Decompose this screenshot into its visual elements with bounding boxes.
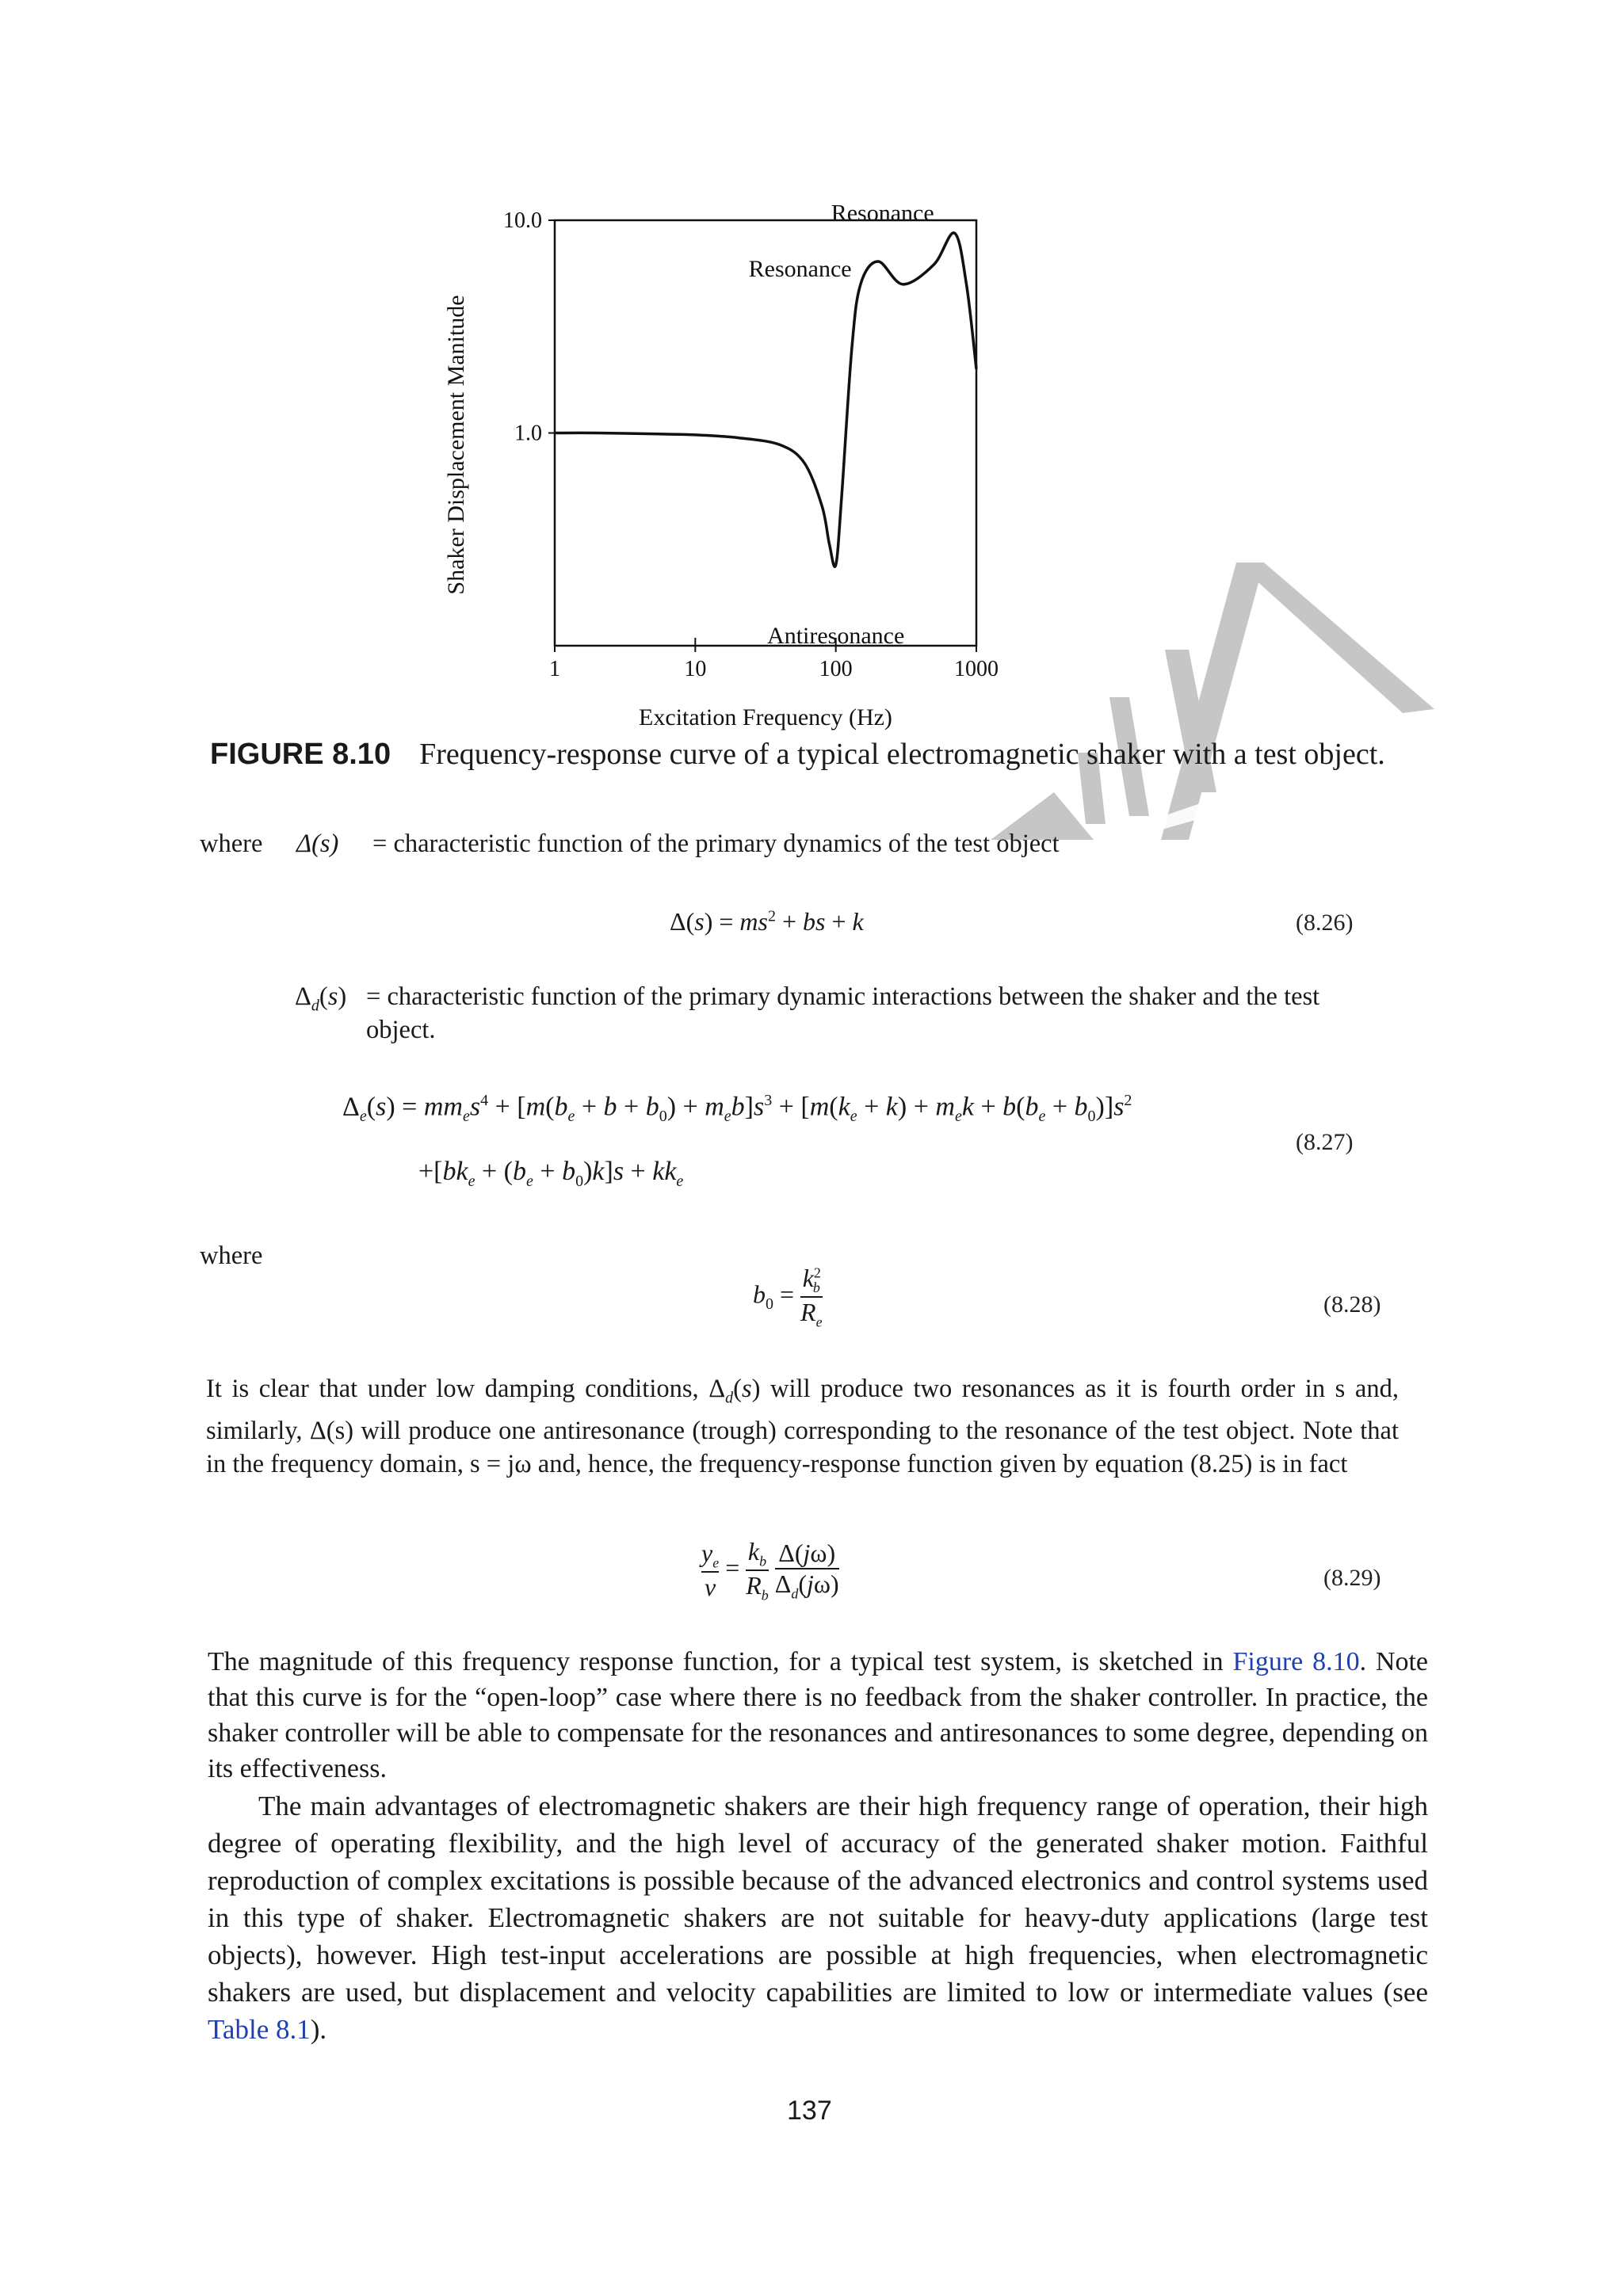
x-axis-label: Excitation Frequency (Hz) [639,704,892,730]
equation-8-29: $\frac{y_e}{v}$ = $\frac{k_b}{R_b}$ $\frac{\Delta(j\omega)}{\Delta_d(j\omega)}$ [701,1537,839,1604]
where-label-2: where [200,1241,263,1270]
frequency-response-chart [436,200,999,730]
paragraph-resonance: It is clear that under low damping conditions, $\Delta_d(s)$ will produce two resonances as it is fourth order in s and, similarly, Δ(s) will produce one antiresonance (trough) corresponding to the resonance of the test object. Note that in the frequency domain, s = jω and, hence, the frequency-response function given by equation (8.25) is in fact [206,1375,1399,1478]
definition-delta [200,828,1060,861]
equation-8-28: $b_0$ = $\frac{k^2_b}{R_e}$ [753,1264,823,1330]
x-tick-label: 1000 [954,657,999,681]
annotation-label: Resonance [748,255,852,282]
x-tick-label: 10 [684,657,707,681]
delta-symbol: Δ(s) [296,830,339,858]
figure-link[interactable]: Figure 8.10 [1232,1647,1360,1676]
figure-caption [210,737,1385,772]
y-tick-label: 10.0 [503,208,542,233]
equation-8-27-line2: $+[bk_e + (b_e + b_0)k]s + kk_e$ [418,1157,684,1190]
paragraph-advantages: The main advantages of electromagnetic shakers are their high frequency range of operation, their high degree of operating flexibility, and the high level of accuracy of the generated shaker motion. Faithful reproduction of complex excitations is possible because of the advanced electronics and control systems used in this type of shaker. Electromagnetic shakers are not suitable for heavy-duty applications (large test objects), however. High test-input accelerations are possible at high frequencies, when electromagnetic shakers are used, but displacement and velocity capabilities are limited to low or intermediate values (see Table 8.1). [208,1791,1428,2045]
delta-d-description: = characteristic function of the primary dynamic interactions between the shaker and the test object. [366,982,1320,1044]
delta-d-symbol: $\Delta_d(s)$ [295,982,347,1015]
equation-8-26: $\Delta(s) = ms^2$ + bs + k [670,907,864,936]
response-curve [555,233,976,566]
delta-description: = characteristic function of the primary dynamics of the test object [372,830,1060,858]
x-tick-label: 1 [549,657,560,681]
table-link[interactable]: Table 8.1 [208,2014,311,2045]
equation-8-27-line1: $\Delta_e(s) = mm_es^4 + [m(b_e + b + b_0) + m_eb]s^3 + [m(k_e + k) + m_ek + b(b_e + b_0)]s^2$ [342,1092,1132,1126]
annotation-label: Antiresonance [767,623,905,650]
equation-number-8-29: (8.29) [1323,1565,1381,1591]
figure-number: FIGURE 8.10 [210,738,391,771]
watermark-logo [991,555,1434,840]
definition-delta-d [295,981,1369,1047]
figure-caption-text: Frequency-response curve of a typical electromagnetic shaker with a test object. [419,738,1385,771]
x-tick-label: 100 [819,657,853,681]
where-label: where [200,830,263,858]
page-number: 137 [787,2096,832,2126]
annotation-label: Resonance [831,200,934,227]
y-tick-label: 1.0 [514,421,542,446]
equation-number-8-26: (8.26) [1296,910,1354,936]
y-axis-label: Shaker Displacement Manitude [443,295,469,595]
equation-number-8-28: (8.28) [1323,1291,1381,1318]
paragraph-magnitude: The magnitude of this frequency response function, for a typical test system, is sketched in Figure 8.10. Note that this curve is for the “open-loop” case where there is no feedback from the shaker controller. In practice, the shaker controller will be able to compensate for the resonances and antiresonances to some degree, depending on its effectiveness. [208,1647,1429,1783]
equation-number-8-27: (8.27) [1296,1129,1354,1155]
